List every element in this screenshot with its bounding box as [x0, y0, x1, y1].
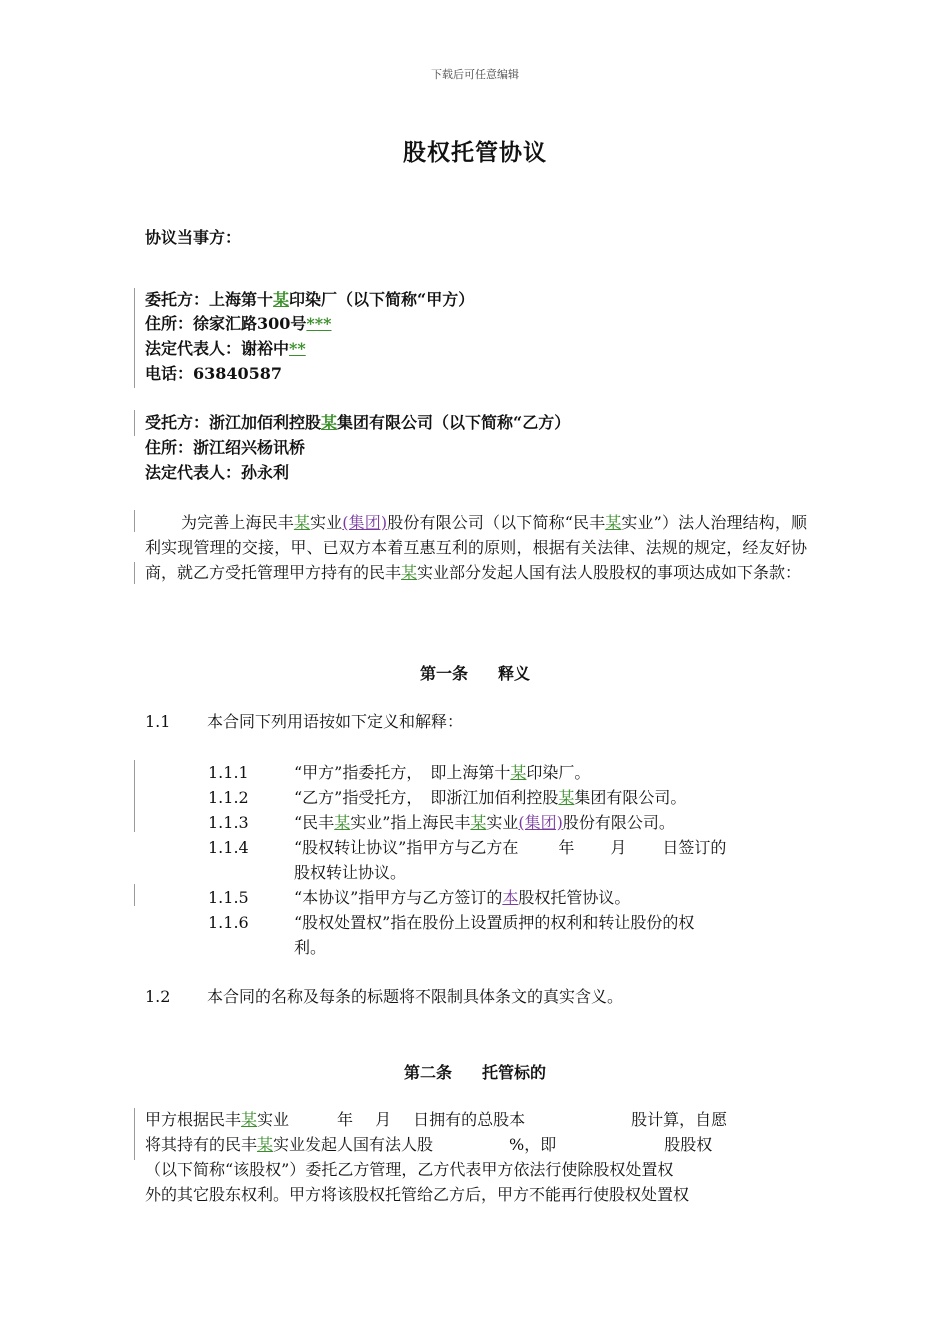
revision-bar	[134, 760, 135, 832]
article-1-heading: 第一条 释义	[419, 664, 531, 683]
page-header: 下载后可任意编辑	[431, 68, 519, 81]
revision-bar	[134, 884, 135, 906]
party-b-address: 住所：浙江绍兴杨讯桥	[145, 438, 306, 457]
revision-bar	[134, 562, 135, 584]
party-b-representative: 法定代表人：孙永利	[145, 463, 290, 482]
definition-1-1-5: 1.1.5 “本协议”指甲方与乙方签订的本股权托管协议。	[208, 888, 631, 907]
definition-1-1-3: 1.1.3 “民丰某实业”指上海民丰某实业(集团)股份有限公司。	[208, 813, 675, 832]
article-2-line-2: 将其持有的民丰某实业发起人国有法人股 %，即 股股权	[145, 1135, 713, 1154]
section-1-1: 1.1 本合同下列用语按如下定义和解释：	[145, 712, 464, 731]
definition-1-1-6: 1.1.6 “股权处置权”指在股份上设置质押的权利和转让股份的权 利。	[208, 913, 695, 957]
article-2-line-1: 甲方根据民丰某实业 年 月 日拥有的总股本 股计算，自愿	[145, 1110, 728, 1129]
party-a-phone: 电话：63840587	[145, 364, 283, 383]
definition-1-1-4: 1.1.4 “股权转让协议”指甲方与乙方在 年 月 日签订的 股权转让协议。	[208, 838, 727, 882]
revision-bar	[134, 410, 135, 436]
section-1-2: 1.2 本合同的名称及每条的标题将不限制具体条文的真实含义。	[145, 987, 624, 1006]
party-b-name: 受托方：浙江加佰利控股某集团有限公司（以下简称“乙方）	[145, 413, 571, 432]
party-a-representative: 法定代表人：谢裕中**	[145, 339, 306, 358]
document-title: 股权托管协议	[403, 139, 547, 166]
party-a-address: 住所：徐家汇路300号***	[145, 314, 332, 333]
definition-1-1-1: 1.1.1 “甲方”指委托方， 即上海第十某印染厂。	[208, 763, 591, 782]
parties-label: 协议当事方：	[145, 228, 242, 247]
definition-1-1-2: 1.1.2 “乙方”指受托方， 即浙江加佰利控股某集团有限公司。	[208, 788, 687, 807]
article-2-line-4: 外的其它股东权利。甲方将该股权托管给乙方后，甲方不能再行使股权处置权	[145, 1185, 690, 1204]
article-2-heading: 第二条 托管标的	[403, 1063, 547, 1082]
revision-bar	[134, 1108, 135, 1160]
party-a-name: 委托方：上海第十某印染厂（以下简称“甲方）	[145, 290, 475, 309]
article-2-line-3: （以下简称“该股权”）委托乙方管理，乙方代表甲方依法行使除股权处置权	[145, 1160, 674, 1179]
intro-paragraph: 为完善上海民丰某实业(集团)股份有限公司（以下简称“民丰某实业”）法人治理结构，顺利实现管理的交接，甲、已双方本着互惠互利的原则，根据有关法律、法规的规定，经友好协商，就乙方受托管理甲方持有的民丰某实业部分发起人国有法人股股权的事项达成如下条款：	[145, 513, 807, 582]
revision-bar	[134, 288, 135, 388]
revision-bar	[134, 510, 135, 532]
